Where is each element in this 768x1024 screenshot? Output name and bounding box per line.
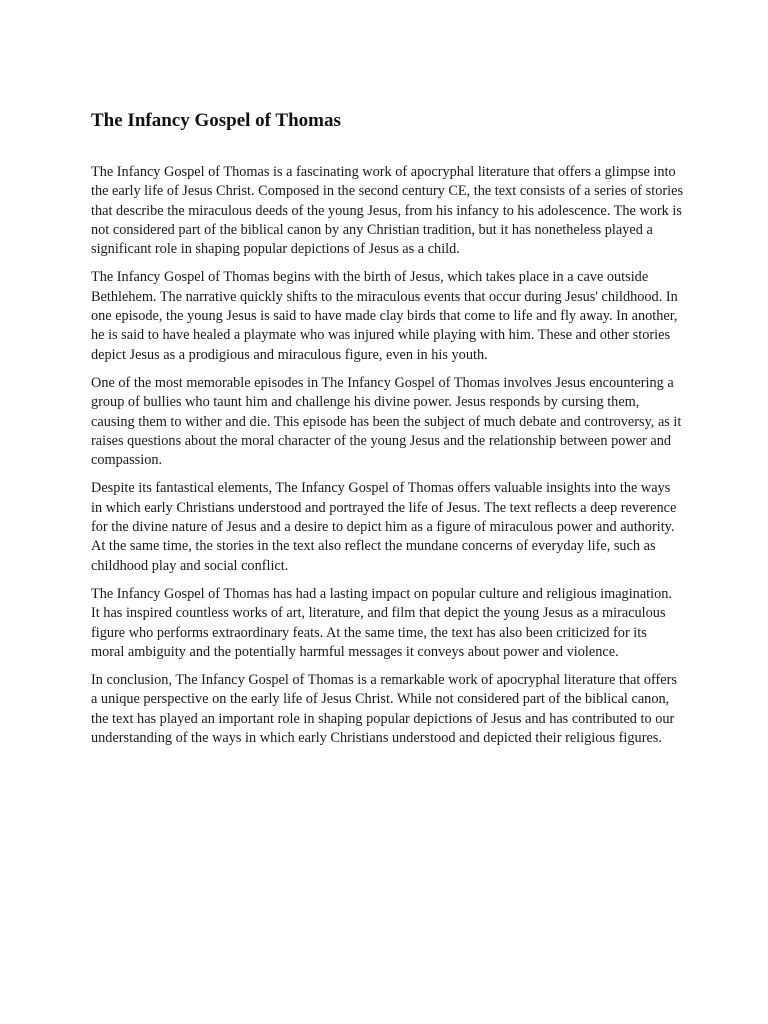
paragraph-6: In conclusion, The Infancy Gospel of Thomas is a remarkable work of apocryphal literature that offers a unique perspective on the early life of Jesus Christ. While not considered part of the biblical canon, the text has played an important role in shaping popular depictions of Jesus and has contributed to our understanding of the ways in which early Christians understood and depicted their religious figures. [91,672,677,747]
paragraph-5: The Infancy Gospel of Thomas has had a lasting impact on popular culture and religious imagination. It has inspired countless works of art, literature, and film that depict the young Jesus as a miraculous figure who performs extraordinary feats. At the same time, the text has also been criticized for its moral ambiguity and the potentially harmful messages it conveys about power and violence. [91,585,672,660]
paragraph-3: One of the most memorable episodes in The Infancy Gospel of Thomas involves Jesus encountering a group of bullies who taunt him and challenge his divine power. Jesus responds by cursing them, causing them to wither and die. This episode has been the subject of much debate and controversy, as it raises questions about the moral character of the young Jesus and the relationship between power and compassion. [91,374,682,469]
document-title: The Infancy Gospel of Thomas [91,110,341,131]
document-body [91,108,683,757]
paragraph-2: The Infancy Gospel of Thomas begins with the birth of Jesus, which takes place in a cave outside Bethlehem. The narrative quickly shifts to the miraculous events that occur during Jesus' childhood. In one episode, the young Jesus is said to have made clay birds that come to life and fly away. In another, he is said to have healed a playmate who was injured while playing with him. These and other stories depict Jesus as a prodigious and miraculous figure, even in his youth. [91,269,678,363]
paragraph-1: The Infancy Gospel of Thomas is a fascinating work of apocryphal literature that offers a glimpse into the early life of Jesus Christ. Composed in the second century CE, the text consists of a series of stories that describe the miraculous deeds of the young Jesus, from his infancy to his adolescence. The work is not considered part of the biblical canon by any Christian tradition, but it has nonetheless played a significant role in shaping popular depictions of Jesus as a child. [91,164,684,258]
paragraph-4: Despite its fantastical elements, The Infancy Gospel of Thomas offers valuable insights into the ways in which early Christians understood and portrayed the life of Jesus. The text reflects a deep reverence for the divine nature of Jesus and a desire to depict him as a figure of miraculous power and authority. At the same time, the stories in the text also reflect the mundane concerns of everyday life, such as childhood play and social conflict. [91,480,677,574]
